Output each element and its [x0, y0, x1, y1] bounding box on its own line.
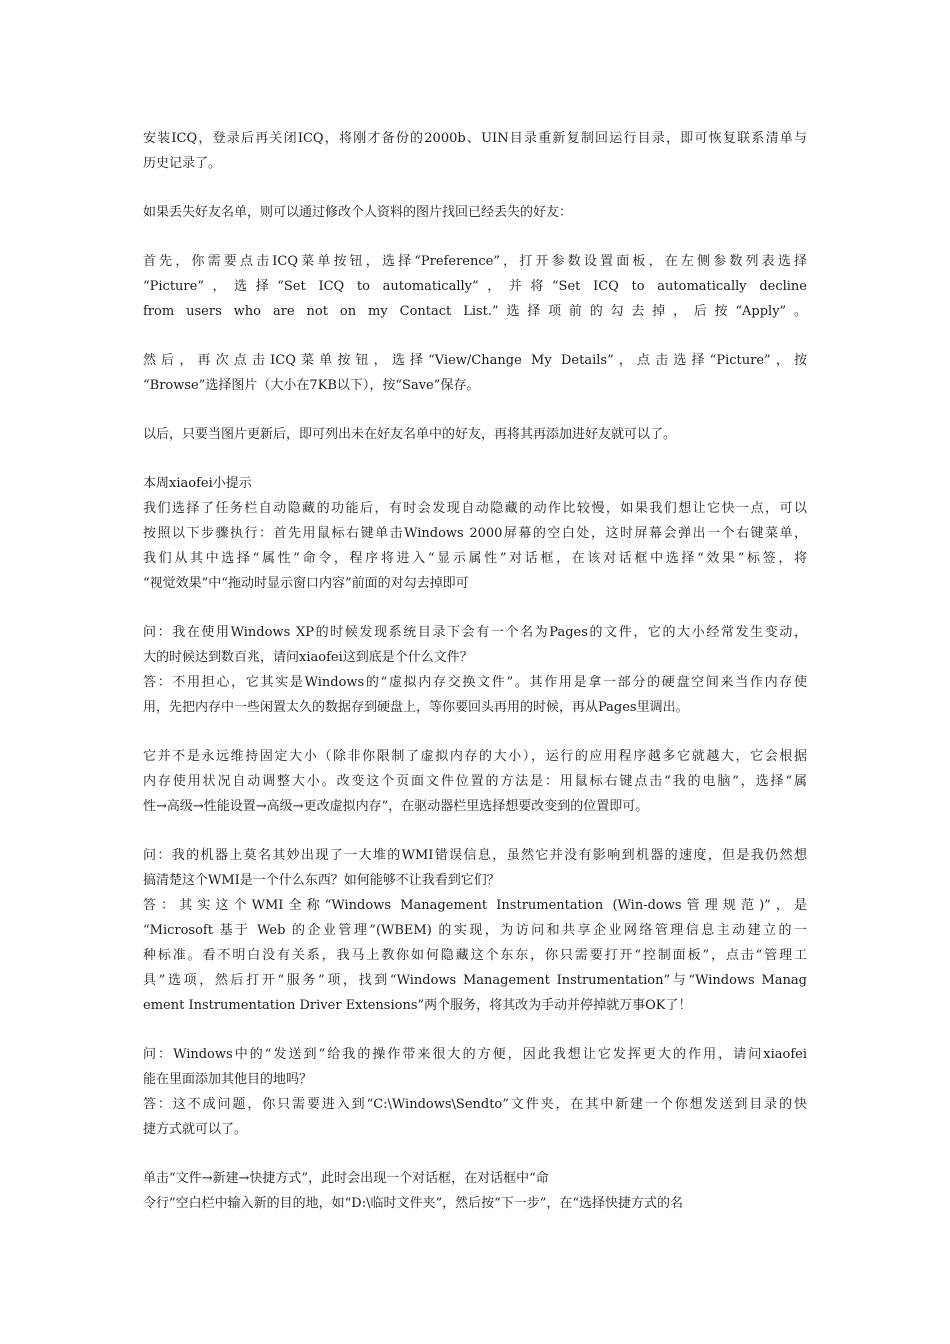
- text-line: 单击“文件→新建→快捷方式”，此时会出现一个对话框，在对话框中“命: [143, 1171, 549, 1186]
- text-line: 以后，只要当图片更新后，即可列出未在好友名单中的好友，再将其再添加进好友就可以了。: [143, 427, 677, 442]
- text-line: 按照以下步骤执行：首先用鼠标右键单击Windows 2000屏幕的空白处，这时屏幕会弹出一个右键菜单，: [143, 526, 807, 541]
- text-line: 令行”空白栏中输入新的目的地，如“D:\临时文件夹”，然后按“下一步”，在“选择快捷方式的名: [143, 1196, 684, 1211]
- text-line: 然后，再次点击ICQ菜单按钮，选择“View/Change My Details”，点击选择“Picture”，按: [143, 353, 807, 368]
- answer-line: 答：不用担心，它其实是Windows的“虚拟内存交换文件”。其作用是拿一部分的硬盘空间来当作内存使: [143, 675, 807, 690]
- text-line: “Picture”，选择“Set ICQ to automatically”，并将“Set ICQ to automatically decline: [143, 279, 807, 294]
- question-line: 问：我的机器上莫名其妙出现了一大堆的WMI错误信息，虽然它并没有影响到机器的速度，但是我仍然想: [143, 848, 807, 863]
- answer-line: 种标准。看不明白没有关系，我马上教你如何隐藏这个东东，你只需要打开“控制面板”，点击“管理工: [143, 948, 807, 963]
- text-line: 它并不是永远维持固定大小（除非你限制了虚拟内存的大小），运行的应用程序越多它就越大，它会根据: [143, 749, 807, 764]
- paragraph-qa-wmi: [143, 843, 807, 1018]
- paragraph-qa-sendto: [143, 1042, 807, 1142]
- answer-line: 具”选项，然后打开“服务”项，找到“Windows Management Instrumentation”与“Windows Manag: [143, 973, 807, 988]
- paragraph-lost-friends: [143, 200, 807, 225]
- paragraph-step-after: [143, 422, 807, 447]
- document-page: [143, 126, 807, 1240]
- question-line: 能在里面添加其他目的地吗？: [143, 1072, 313, 1087]
- answer-line: 答：其实这个WMI全称“Windows Management Instrumentation (Win-dows管理规范)”，是: [143, 898, 807, 913]
- text-line: from users who are not on my Contact List.”选择项前的勾去掉，后按“Apply”。: [143, 304, 807, 319]
- paragraph-virtual-memory: [143, 744, 807, 819]
- question-line: 大的时候达到数百兆，请问xiaofei这到底是个什么文件？: [143, 650, 473, 665]
- answer-line: “Microsoft 基于 Web 的企业管理”(WBEM) 的实现，为访问和共享企业网络管理信息主动建立的一: [143, 923, 807, 938]
- text-line: 我们选择了任务栏自动隐藏的功能后，有时会发现自动隐藏的动作比较慢，如果我们想让它快一点，可以: [143, 501, 807, 516]
- answer-line: 答：这不成问题，你只需要进入到“C:\Windows\Sendto”文件夹，在其中新建一个你想发送到目录的快: [143, 1097, 807, 1112]
- tip-heading: 本周xiaofei小提示: [143, 476, 252, 491]
- paragraph-restore-contacts: [143, 126, 807, 176]
- question-line: 搞清楚这个WMI是一个什么东西？如何能够不让我看到它们？: [143, 873, 500, 888]
- text-line: 首先，你需要点击ICQ菜单按钮，选择“Preference”，打开参数设置面板，在左侧参数列表选择: [143, 254, 807, 269]
- answer-line: ement Instrumentation Driver Extensions”两个服务，将其改为手动并停掉就万事OK了！: [143, 998, 692, 1013]
- paragraph-qa-pages: [143, 620, 807, 720]
- paragraph-weekly-tip: [143, 471, 807, 596]
- paragraph-shortcut-steps: [143, 1166, 807, 1216]
- paragraph-step-first: [143, 249, 807, 324]
- question-line: 问：我在使用Windows XP的时候发现系统目录下会有一个名为Pages的文件，它的大小经常发生变动，: [143, 625, 807, 640]
- text-line: 内存使用状况自动调整大小。改变这个页面文件位置的方法是：用鼠标右键点击“我的电脑”，选择“属: [143, 774, 807, 789]
- question-line: 问：Windows中的“发送到”给我的操作带来很大的方便，因此我想让它发挥更大的作用，请问xiaofei: [143, 1047, 807, 1062]
- text-line: “视觉效果”中“拖动时显示窗口内容”前面的对勾去掉即可: [143, 576, 469, 591]
- text-line: 性→高级→性能设置→高级→更改虚拟内存”，在驱动器栏里选择想要改变到的位置即可。: [143, 799, 649, 814]
- text-line: 我们从其中选择“属性”命令，程序将进入“显示属性”对话框，在该对话框中选择“效果”标签，将: [143, 551, 807, 566]
- text-line: “Browse”选择图片（大小在7KB以下），按“Save”保存。: [143, 378, 480, 393]
- text-line: 如果丢失好友名单，则可以通过修改个人资料的图片找回已经丢失的好友：: [143, 205, 573, 220]
- answer-line: 捷方式就可以了。: [143, 1122, 248, 1137]
- answer-line: 用，先把内存中一些闲置太久的数据存到硬盘上，等你要回头再用的时候，再从Pages里调出。: [143, 700, 689, 715]
- paragraph-step-then: [143, 348, 807, 398]
- text-line: 历史记录了。: [143, 156, 222, 171]
- text-line: 安装ICQ，登录后再关闭ICQ，将刚才备份的2000b、UIN目录重新复制回运行目录，即可恢复联系清单与: [143, 131, 807, 146]
